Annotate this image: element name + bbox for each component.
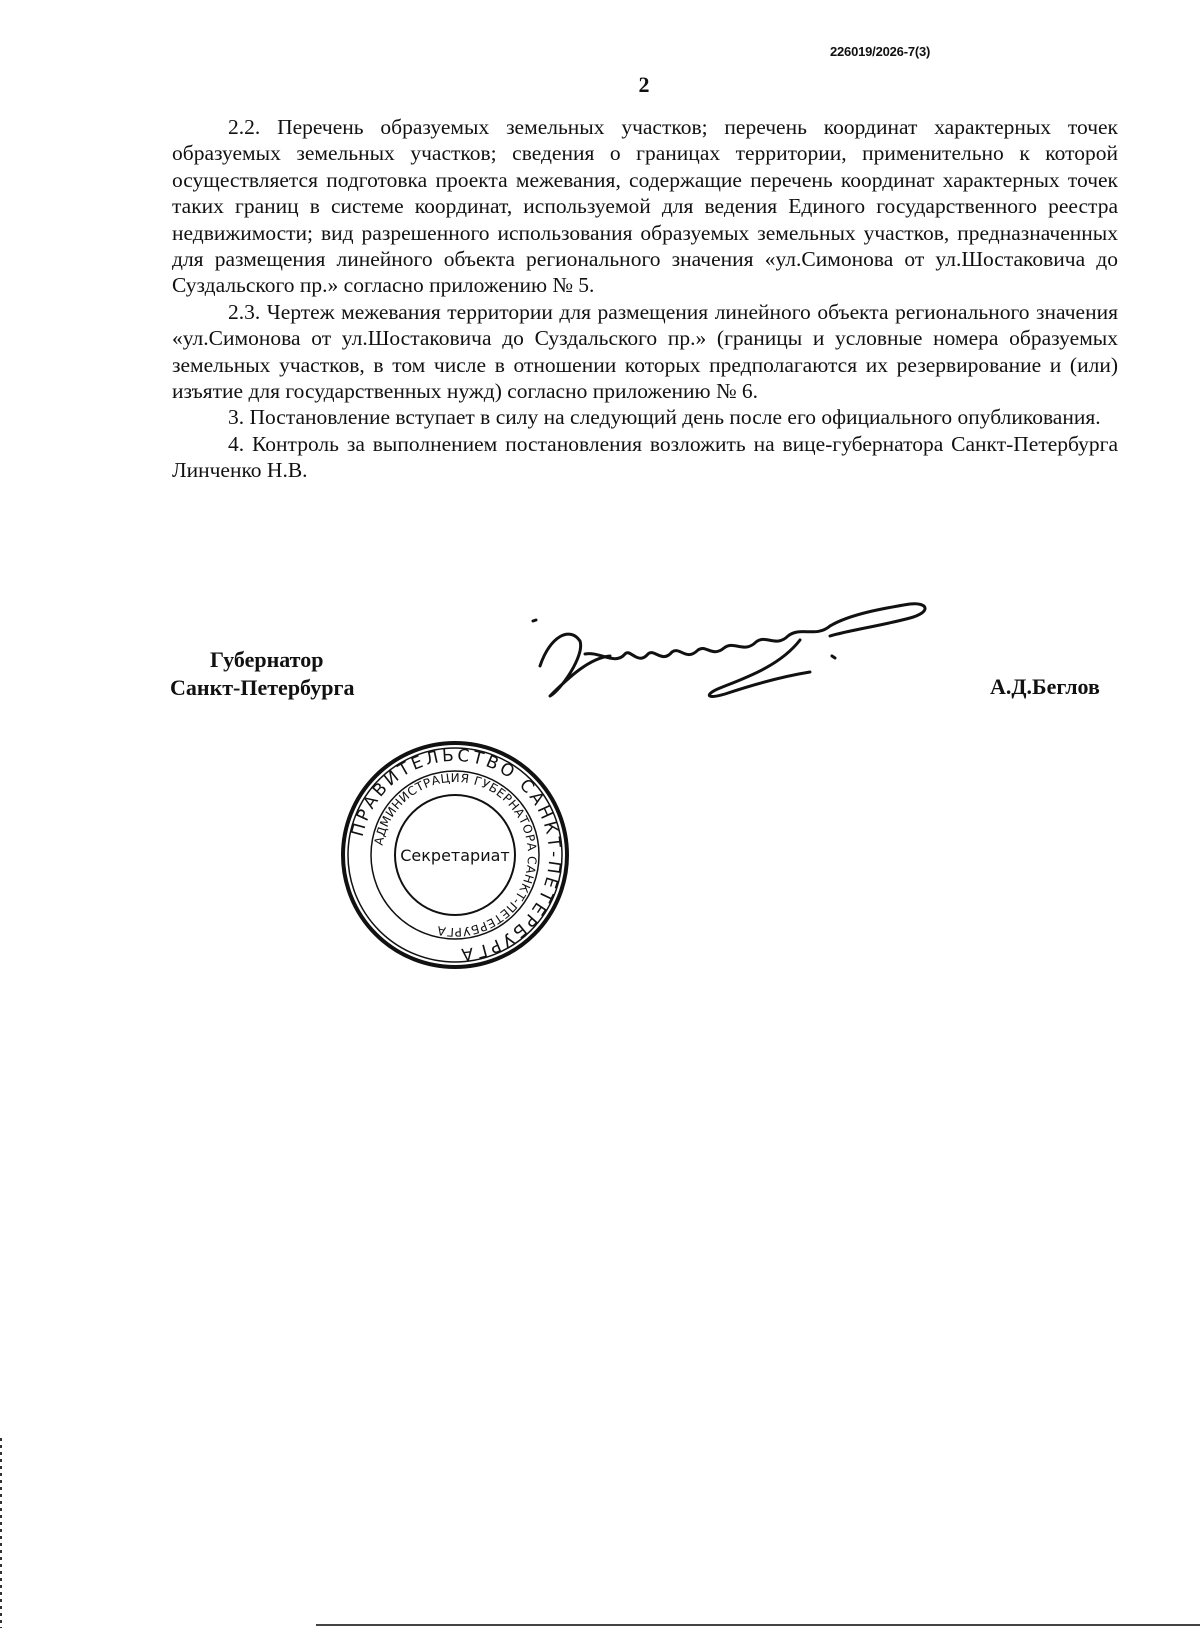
seal-center-text: Секретариат bbox=[400, 846, 510, 865]
signatory-title-line2: Санкт-Петербурга bbox=[170, 675, 355, 700]
seal-outer-text: ПРАВИТЕЛЬСТВО САНКТ-ПЕТЕРБУРГА bbox=[347, 745, 565, 965]
signatory-name: А.Д.Беглов bbox=[990, 674, 1100, 699]
signatory-title-line1: Губернатор bbox=[210, 647, 324, 672]
document-registration-number: 226019/2026-7(3) bbox=[830, 44, 931, 59]
seal-inner-text: АДМИНИСТРАЦИЯ ГУБЕРНАТОРА САНКТ-ПЕТЕРБУРГА bbox=[371, 770, 540, 940]
scan-edge-mark-bottom bbox=[316, 1624, 1200, 1626]
paragraph-4: 4. Контроль за выполнением постановления возложить на вице-губернатора Санкт-Петербурга Линченко Н.В. bbox=[172, 431, 1118, 483]
handwritten-signature bbox=[530, 596, 950, 731]
paragraph-2-2: 2.2. Перечень образуемых земельных участков; перечень координат характерных точек образуемых земельных участков; сведения о границах территории, применительно к которой осуществляется подготовка проекта межевания, содержащие перечень координат характерных точек таких границ в системе координат, используемой для ведения Единого государственного реестра недвижимости; вид разрешенного использования образуемых земельных участков, предназначенных для размещения линейного объекта регионального значения «ул.Симонова от ул.Шостаковича до Суздальского пр.» согласно приложению № 5. bbox=[172, 115, 1118, 298]
paragraph-2-3: 2.3. Чертеж межевания территории для размещения линейного объекта регионального значения «ул.Симонова от ул.Шостаковича до Суздальского пр.» (границы и условные номера образуемых земельных участков, в том числе в отношении которых предполагаются их резервирование и (или) изъятие для государственных нужд) согласно приложению № 6. bbox=[172, 299, 1118, 404]
official-seal-drawing bbox=[340, 740, 570, 970]
scan-edge-mark-left bbox=[0, 1438, 2, 1628]
signature-drawing bbox=[530, 596, 950, 726]
page-number: 2 bbox=[638, 72, 650, 97]
secretariat-seal bbox=[340, 740, 570, 975]
signatory-title bbox=[170, 646, 354, 702]
document-body bbox=[172, 114, 1118, 484]
paragraph-3: 3. Постановление вступает в силу на следующий день после его официального опубликования. bbox=[228, 405, 1101, 430]
